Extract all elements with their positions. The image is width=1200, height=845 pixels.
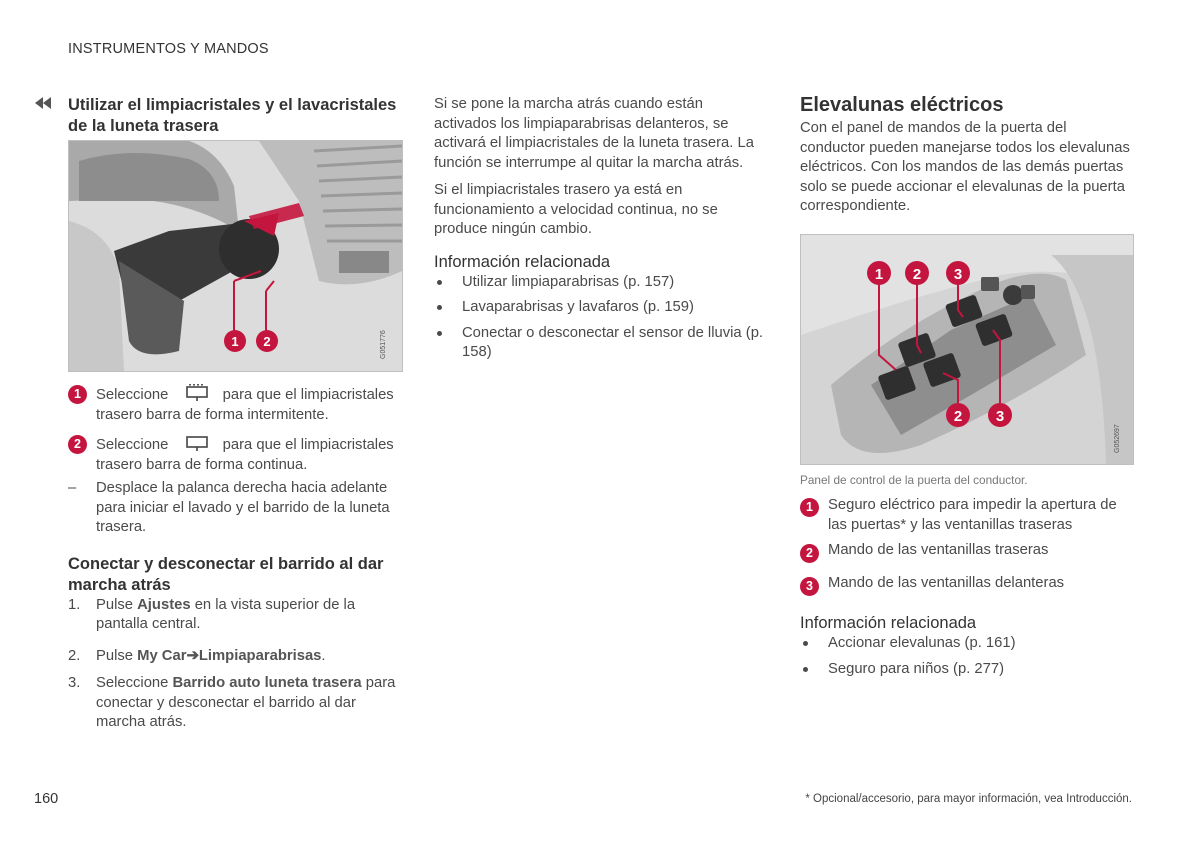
figure-badge-1: 1	[874, 265, 884, 283]
dash-text: Desplace la palanca derecha hacia adelante para iniciar el lavado y el barrido de la luneta trasera.	[96, 480, 390, 535]
callout-pre: Seleccione	[96, 387, 169, 403]
paragraph: Con el panel de mandos de la puerta del conductor pueden manejarse todos los elevalunas eléctricos. Con los mandos de las demás puertas solo se puede accionar el elevalunas de la puerta correspondiente.	[800, 120, 1130, 214]
power-windows-title: Elevalunas eléctricos	[800, 94, 1004, 116]
related-link[interactable]	[434, 273, 769, 293]
figure-badge-1: 1	[231, 334, 239, 349]
related-title: Información relacionada	[800, 614, 977, 632]
column-power-windows	[800, 93, 1135, 679]
related-link-text[interactable]: Conectar o desconectar el sensor de lluvia (p. 158)	[462, 324, 764, 360]
bullet	[803, 641, 808, 646]
column-continuation	[434, 95, 769, 363]
rear-wiper-title: Utilizar el limpiacristales y el lavacristales de la luneta trasera	[68, 96, 397, 135]
step-pre: Seleccione	[96, 675, 173, 691]
figure-code: G051776	[380, 330, 387, 359]
back-arrows-icon[interactable]	[34, 96, 54, 110]
callout-text: Mando de las ventanillas traseras	[828, 542, 1049, 558]
step-pre: Pulse	[96, 647, 138, 664]
related-link[interactable]	[434, 298, 769, 318]
bullet	[803, 667, 808, 672]
figure-badge-3: 3	[995, 407, 1005, 425]
bullet	[437, 331, 442, 336]
bullet	[437, 280, 442, 285]
dash-mark: –	[68, 480, 77, 496]
related-list	[434, 273, 769, 363]
related-title: Información relacionada	[434, 252, 611, 271]
wiper-stalk-figure	[68, 140, 403, 372]
callout-pre: Seleccione	[96, 437, 169, 453]
door-panel-figure	[800, 234, 1134, 465]
step-pre: Pulse	[96, 596, 138, 613]
figure-badge-2: 2	[912, 265, 922, 283]
callout-badge: 3	[800, 577, 819, 596]
dash-item	[68, 479, 403, 538]
related-link-text[interactable]: Seguro para niños (p. 277)	[828, 660, 1005, 677]
paragraph: Si se pone la marcha atrás cuando están activados los limpiaparabrisas delanteros, se activará el limpiacristales de la luneta trasera. La función se interrumpe al quitar la marcha atrás.	[434, 96, 754, 171]
step-post: en la vista superior de la pantalla central.	[96, 596, 356, 632]
reverse-wipe-title: Conectar y desconectar el barrido al dar marcha atrás	[68, 554, 384, 594]
callout-text: Mando de las ventanillas delanteras	[828, 574, 1065, 591]
step-post: .	[321, 647, 326, 664]
step-bold: My Car	[137, 647, 187, 664]
figure-code: G052697	[1114, 423, 1121, 453]
callout-list	[800, 496, 1135, 593]
callout-item	[68, 434, 403, 475]
callout-item	[800, 574, 1135, 594]
callout-badge: 2	[800, 544, 819, 563]
step-item	[68, 674, 403, 733]
related-link[interactable]	[800, 660, 1135, 680]
figure-badge-2: 2	[953, 407, 963, 425]
step-bold: Ajustes	[137, 596, 191, 613]
step-num: 1.	[68, 596, 81, 613]
figure-caption: Panel de control de la puerta del conductor.	[800, 472, 1028, 487]
related-list	[800, 634, 1135, 679]
step-bold: Limpiaparabrisas	[198, 647, 322, 664]
door-panel-illustration	[801, 235, 1133, 464]
callout-text: Seguro eléctrico para impedir la apertura de las puertas* y las ventanillas traseras	[828, 497, 1117, 533]
callout-badge: 1	[68, 385, 87, 404]
step-item	[68, 596, 403, 635]
wiper-stalk-illustration	[69, 141, 402, 371]
page-number: 160	[34, 791, 59, 807]
paragraph: Si el limpiacristales trasero ya está en funcionamiento a velocidad continua, no se produce ningún cambio.	[434, 182, 718, 237]
callout-item	[800, 496, 1135, 535]
related-link[interactable]	[434, 324, 769, 363]
callout-badge: 2	[68, 435, 87, 454]
step-item	[68, 647, 403, 667]
section-header: INSTRUMENTOS Y MANDOS	[68, 41, 269, 57]
related-link-text[interactable]: Lavaparabrisas y lavafaros (p. 159)	[462, 299, 694, 315]
column-rear-wiper	[68, 95, 403, 733]
steps-list	[68, 596, 403, 733]
related-link-text[interactable]: Utilizar limpiaparabrisas (p. 157)	[462, 273, 675, 290]
arrow-icon: ➔	[186, 647, 199, 664]
callout-post: para que el limpiacristales trasero barra de forma intermitente.	[96, 387, 394, 423]
rear-wiper-interval-icon	[185, 384, 209, 402]
bullet	[437, 305, 442, 310]
callout-badge: 1	[800, 498, 819, 517]
footnote: * Opcional/accesorio, para mayor información, vea Introducción.	[805, 793, 1132, 805]
callout-item	[68, 384, 403, 425]
step-num: 2.	[68, 647, 81, 664]
step-num: 3.	[68, 675, 81, 691]
related-link[interactable]	[800, 634, 1135, 654]
figure-badge-2: 2	[263, 334, 271, 349]
step-post: para conectar y desconectar el barrido al dar marcha atrás.	[96, 675, 396, 730]
callout-post: para que el limpiacristales trasero barra de forma continua.	[96, 437, 394, 473]
rear-wiper-continuous-icon	[185, 434, 209, 452]
step-bold: Barrido auto luneta trasera	[172, 675, 362, 691]
callout-item	[800, 541, 1135, 561]
figure-badge-3: 3	[953, 265, 963, 283]
related-link-text[interactable]: Accionar elevalunas (p. 161)	[828, 635, 1016, 651]
